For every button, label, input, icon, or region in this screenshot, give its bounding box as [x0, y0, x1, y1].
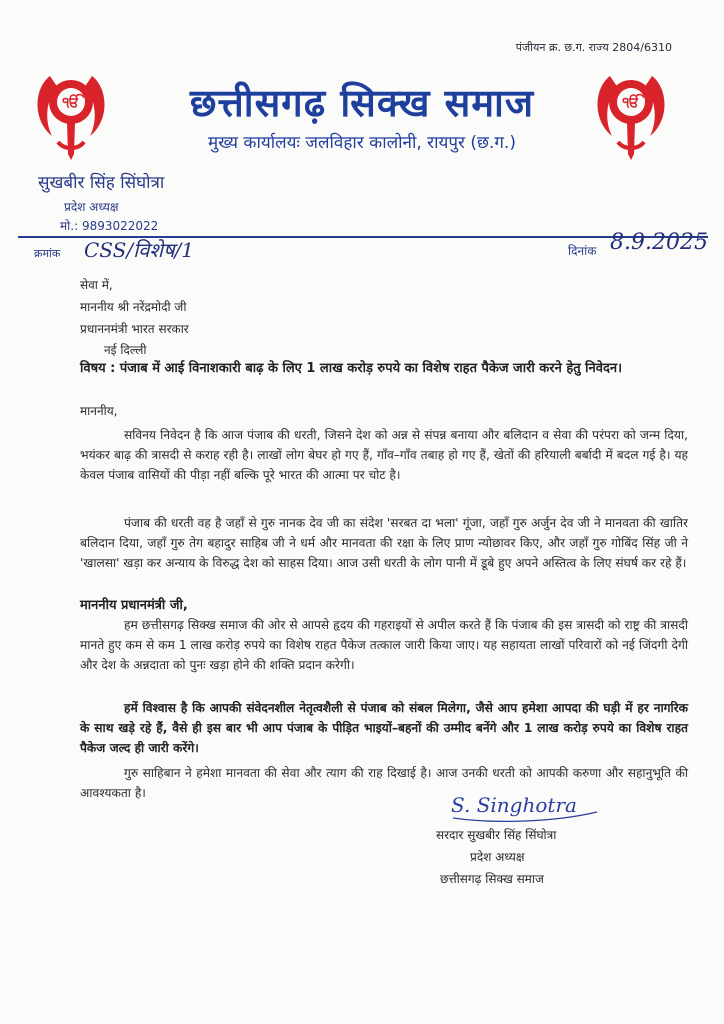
signatory-organization: छत्तीसगढ़ सिक्ख समाज: [440, 872, 544, 886]
date-label: दिनांक: [568, 244, 597, 258]
subject-line: विषय : पंजाब में आई विनाशकारी बाढ़ के लिए 1 लाख करोड़ रुपये का विशेष राहत पैकेज जारी करने हेतु निवेदन।: [80, 361, 623, 376]
address-line-4: नई दिल्ली: [104, 343, 147, 357]
body-paragraph-4: हमें विश्वास है कि आपकी संवेदनशील नेतृत्वशैली से पंजाब को संबल मिलेगा, जैसे आप हमेशा आपदा की घड़ी में हर नागरिक के साथ खड़े रहे हैं, वैसे ही इस बार भी आप पंजाब के पीड़ित भाइयों–बहनों की उम्मीद बनेंगे और 1 लाख करोड़ रुपये का विशेष राहत पैकेज जल्द ही जारी करेंगे।: [80, 701, 688, 756]
prime-minister-address-heading: माननीय प्रधानमंत्री जी,: [80, 598, 188, 613]
body-paragraph-1: सविनय निवेदन है कि आज पंजाब की धरती, जिसने देश को अन्न से संपन्न बनाया और बलिदान व सेवा की परंपरा को जन्म दिया, भयंकर बाढ़ की त्रासदी से कराह रही है। लाखों लोग बेघर हो गए हैं, गाँव–गाँव तबाह हो गए हैं, खेतों की हरियाली बर्बादी में बदल गई है। यह केवल पंजाब वासियों की पीड़ा नहीं बल्कि पूरे भारत की आत्मा पर चोट है।: [80, 428, 688, 483]
signatory-post: प्रदेश अध्यक्ष: [470, 850, 525, 864]
sender-post: प्रदेश अध्यक्ष: [64, 200, 119, 214]
address-line-2: माननीय श्री नरेंद्रमोदी जी: [80, 300, 187, 314]
reference-label: क्रमांक: [34, 247, 61, 260]
svg-text:S. Singhotra: S. Singhotra: [451, 793, 577, 817]
registration-number: पंजीयन क्र. छ.ग. राज्य 2804/6310: [515, 41, 672, 54]
letter-date: 8.9.2025: [610, 230, 708, 255]
organization-title: छत्तीसगढ़ सिक्ख समाज: [189, 81, 535, 125]
body-paragraph-5: गुरु साहिबान ने हमेशा मानवता की सेवा और त्याग की राह दिखाई है। आज उनकी धरती को आपकी करुणा और सहानुभूति की आवश्यकता है।: [80, 766, 688, 801]
signatory-name: सरदार सुखबीर सिंह सिंघोत्रा: [436, 828, 557, 842]
salutation: माननीय,: [80, 404, 118, 418]
office-address: मुख्य कार्यालयः जलविहार कालोनी, रायपुर (छ.ग.): [208, 133, 516, 153]
signature: [445, 788, 605, 828]
body-paragraph-2: पंजाब की धरती वह है जहाँ से गुरु नानक देव जी का संदेश 'सरबत दा भला' गूंजा, जहाँ गुरु अर्जुन देव जी ने मानवता की खातिर बलिदान दिया, जहाँ गुरु तेग बहादुर साहिब जी ने धर्म और मानवता की रक्षा के लिए प्राण न्योछावर किए, और जहाँ गुरु गोबिंद सिंह जी ने 'खालसा' खड़ा कर अन्याय के विरुद्ध देश को साहस दिया। आज उसी धरती के लोग पानी में डूबे हुए अपने अस्तित्व के लिए संघर्ष कर रहे हैं।: [80, 516, 688, 571]
emblem-glyph-right: ੴ: [622, 95, 640, 111]
reference-number: CSS/विशेष/1: [84, 238, 195, 262]
sender-name: सुखबीर सिंह सिंघोत्रा: [38, 173, 165, 193]
sender-mobile: मो.: 9893022022: [60, 219, 159, 233]
emblem-glyph-left: ੴ: [62, 95, 80, 111]
address-line-3: प्रधाननमंत्री भारत सरकार: [80, 322, 189, 336]
address-line-1: सेवा में,: [80, 278, 113, 292]
body-paragraph-3: हम छत्तीसगढ़ सिक्ख समाज की ओर से आपसे हृदय की गहराइयों से अपील करते हैं कि पंजाब की इस त्रासदी को राष्ट्र की त्रासदी मानते हुए कम से कम 1 लाख करोड़ रुपये का विशेष राहत पैकेज तत्काल जारी किया जाए। यह सहायता लाखों परिवारों को नई जिंदगी देगी और देश के अन्नदाता को पुनः खड़ा होने की शक्ति प्रदान करेगी।: [80, 618, 688, 673]
